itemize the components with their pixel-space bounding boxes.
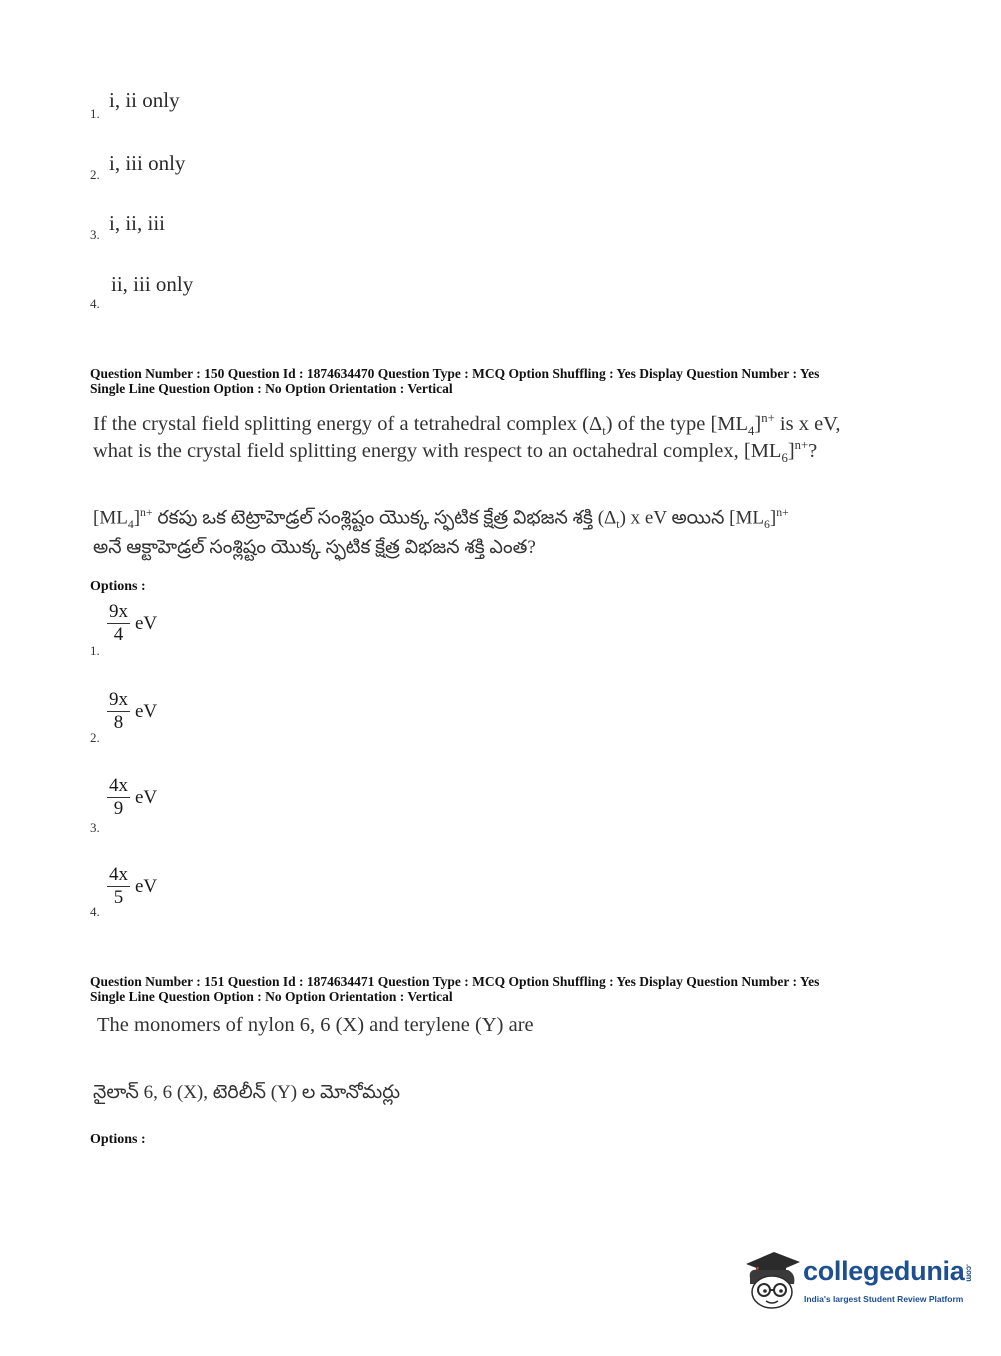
fraction-denominator: 9 [113, 798, 124, 819]
question-text-telugu-line1: $[ML_4]^{n+}$ రకపు ఒక టెట్రాహెడ్రల్ సంశ్లిష్టం యొక్క స్ఫటిక క్షేత్ర విభజన శక్తి $(\Delta_t)$ x eV అయిన $[ML_6]^{n+}$ [93, 506, 789, 532]
fraction-option [107, 601, 157, 646]
option-text: i, iii only [109, 151, 186, 175]
unit-label: eV [135, 612, 158, 634]
option-number: 1. [90, 643, 100, 658]
fraction-denominator: 4 [113, 624, 124, 645]
options-label: Options : [90, 1132, 146, 1147]
option-number: 3. [90, 820, 100, 835]
option-number: 4. [90, 296, 100, 311]
fraction [107, 601, 130, 646]
option-text: ii, iii only [111, 272, 194, 296]
fraction-numerator: 9x [109, 689, 128, 710]
question-meta-line: Question Number : 150 Question Id : 1874634470 Question Type : MCQ Option Shuffling : Yes Display Question Number : Yes [90, 366, 820, 381]
fraction-numerator: 4x [109, 864, 128, 885]
brand-name: collegedunia [803, 1256, 965, 1286]
option-text: i, ii, iii [109, 211, 166, 235]
unit-label: eV [135, 786, 158, 808]
fraction [107, 689, 130, 734]
fraction-numerator: 9x [109, 601, 128, 622]
option-number: 4. [90, 904, 100, 919]
question-meta-line: Single Line Question Option : No Option Orientation : Vertical [90, 989, 453, 1004]
option-number: 3. [90, 227, 100, 242]
question-text-english-line2: what is the crystal field splitting energy with respect to an octahedral complex, $[ML_6]^{n+}$? [93, 438, 818, 465]
options-label: Options : [90, 579, 146, 594]
option-number: 2. [90, 730, 100, 745]
question-text-english-line1: If the crystal field splitting energy of a tetrahedral complex $(\Delta_t)$ of the type $[ML_4]^{n+}$ is x eV, [93, 411, 841, 438]
brand-suffix: .com [964, 1264, 974, 1282]
question-meta-line: Question Number : 151 Question Id : 1874634471 Question Type : MCQ Option Shuffling : Yes Display Question Number : Yes [90, 974, 820, 989]
question-text-telugu: నైలాన్ 6, 6 (X), టెరిలీన్ (Y) ల మోనోమర్లు [93, 1082, 401, 1103]
fraction-option [107, 864, 157, 909]
option-number: 2. [90, 167, 100, 182]
fraction-option [107, 689, 157, 734]
fraction-denominator: 5 [113, 887, 124, 908]
question-meta-line: Single Line Question Option : No Option Orientation : Vertical [90, 381, 453, 396]
question-text-english: The monomers of nylon 6, 6 (X) and terylene (Y) are [97, 1014, 534, 1036]
unit-label: eV [135, 875, 158, 897]
question-text-telugu-line2: అనే ఆక్టాహెడ్రల్ సంశ్లిష్టం యొక్క స్ఫటిక క్షేత్ర విభజన శక్తి ఎంత? [93, 537, 536, 558]
fraction [107, 775, 130, 820]
collegedunia-logo [740, 1246, 972, 1316]
option-number: 1. [90, 106, 100, 121]
fraction-denominator: 8 [113, 712, 124, 733]
brand-tagline: India's largest Student Review Platform [804, 1294, 964, 1304]
fraction-numerator: 4x [109, 775, 128, 796]
unit-label: eV [135, 700, 158, 722]
fraction-option [107, 775, 157, 820]
mascot-icon [740, 1248, 802, 1310]
fraction [107, 864, 130, 909]
option-text: i, ii only [109, 88, 180, 112]
